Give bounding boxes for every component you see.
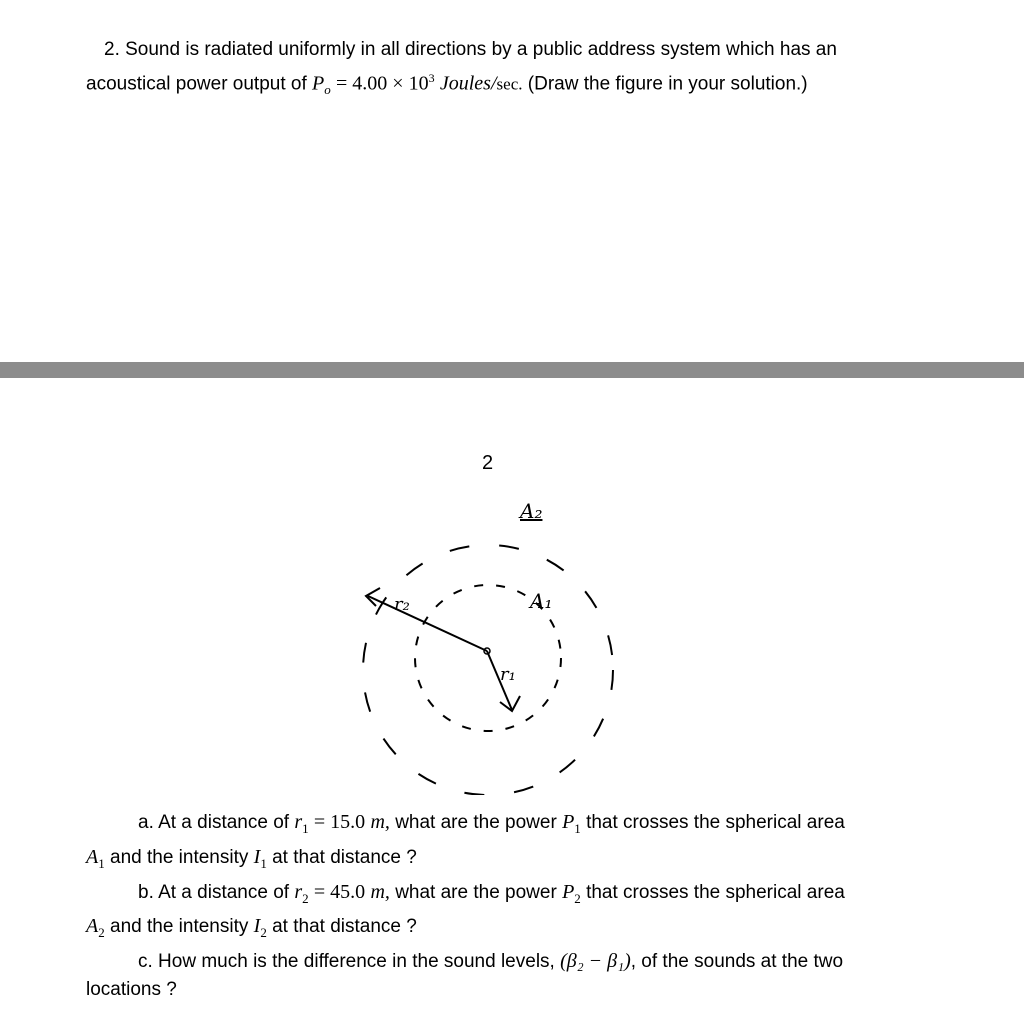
question-a-P-sub: 1 xyxy=(574,820,581,836)
question-b-line2-tail: at that distance ? xyxy=(272,916,417,938)
outer-sphere-A2 xyxy=(363,545,613,795)
question-b-I-sub: 2 xyxy=(260,925,267,941)
question-b-r-sub: 2 xyxy=(302,890,309,906)
radius-r2-line xyxy=(368,596,487,651)
question-a-r-sub: 1 xyxy=(302,820,309,836)
problem-line-2-text: acoustical power output of xyxy=(86,73,307,95)
problem-line-1: 2. Sound is radiated uniformly in all directions by a public address system which has an xyxy=(104,39,837,60)
question-c-line-1 xyxy=(86,947,946,976)
problem-line-2 xyxy=(86,64,946,104)
problem-statement xyxy=(86,36,946,104)
power-exponent: 3 xyxy=(428,71,435,85)
question-a-line-2 xyxy=(86,843,946,878)
page-divider xyxy=(0,362,1024,378)
question-c-beta-expr: (β₂ − β₁) xyxy=(560,950,631,973)
question-b-I: I xyxy=(253,915,261,938)
question-b-line-2 xyxy=(86,912,946,947)
label-A1: A₁ xyxy=(530,589,553,613)
question-a-r: r xyxy=(294,811,303,833)
question-a-tail: that crosses the spherical area xyxy=(586,812,845,833)
question-c-line-2: locations ? xyxy=(86,979,177,1001)
question-a-A: A xyxy=(86,845,99,868)
question-a-I-sub: 1 xyxy=(260,855,267,871)
question-a-line2-tail: at that distance ? xyxy=(272,846,417,868)
concentric-spheres-figure xyxy=(340,480,640,795)
question-b-unit: m, xyxy=(370,880,390,903)
power-units: Joules/ xyxy=(439,72,497,95)
question-c-prefix: c. How much is the difference in the sound levels, xyxy=(138,951,555,973)
question-a-line-1 xyxy=(86,808,946,843)
question-a-unit: m, xyxy=(370,811,390,833)
label-r2: r₂ xyxy=(394,594,410,615)
question-a-P: P xyxy=(562,811,575,833)
question-a-A-sub: 1 xyxy=(98,855,105,871)
question-c-tail: , of the sounds at the two xyxy=(630,951,844,973)
label-r1: r₁ xyxy=(500,664,516,685)
label-A2: A₂ xyxy=(520,499,543,523)
question-b-A: A xyxy=(86,915,99,938)
page-number: 2 xyxy=(482,452,494,474)
question-b-prefix: b. At a distance of xyxy=(138,881,290,903)
question-b-A-sub: 2 xyxy=(98,925,105,941)
question-b-value: = 45.0 xyxy=(313,880,366,903)
question-a-value: = 15.0 xyxy=(313,811,366,833)
radius-r2-arrowhead xyxy=(366,588,380,606)
question-a-mid: what are the power xyxy=(395,812,557,833)
question-a-line2-mid: and the intensity xyxy=(110,846,249,868)
questions xyxy=(86,808,946,1004)
question-b-mid: what are the power xyxy=(395,881,557,903)
question-b-P-sub: 2 xyxy=(574,890,581,906)
draw-figure-note: (Draw the figure in your solution.) xyxy=(527,73,808,95)
question-a-prefix: a. At a distance of xyxy=(138,812,290,833)
question-b-line2-mid: and the intensity xyxy=(110,916,249,938)
question-a-I: I xyxy=(253,845,261,868)
power-symbol: P xyxy=(312,72,325,95)
question-b-P: P xyxy=(562,880,575,903)
question-b-tail: that crosses the spherical area xyxy=(586,881,845,903)
power-subscript: o xyxy=(324,82,331,98)
question-b-line-1 xyxy=(86,878,946,913)
question-b-r: r xyxy=(294,880,303,903)
power-sec: sec. xyxy=(496,74,523,94)
power-value: = 4.00 × 10 xyxy=(336,72,429,95)
